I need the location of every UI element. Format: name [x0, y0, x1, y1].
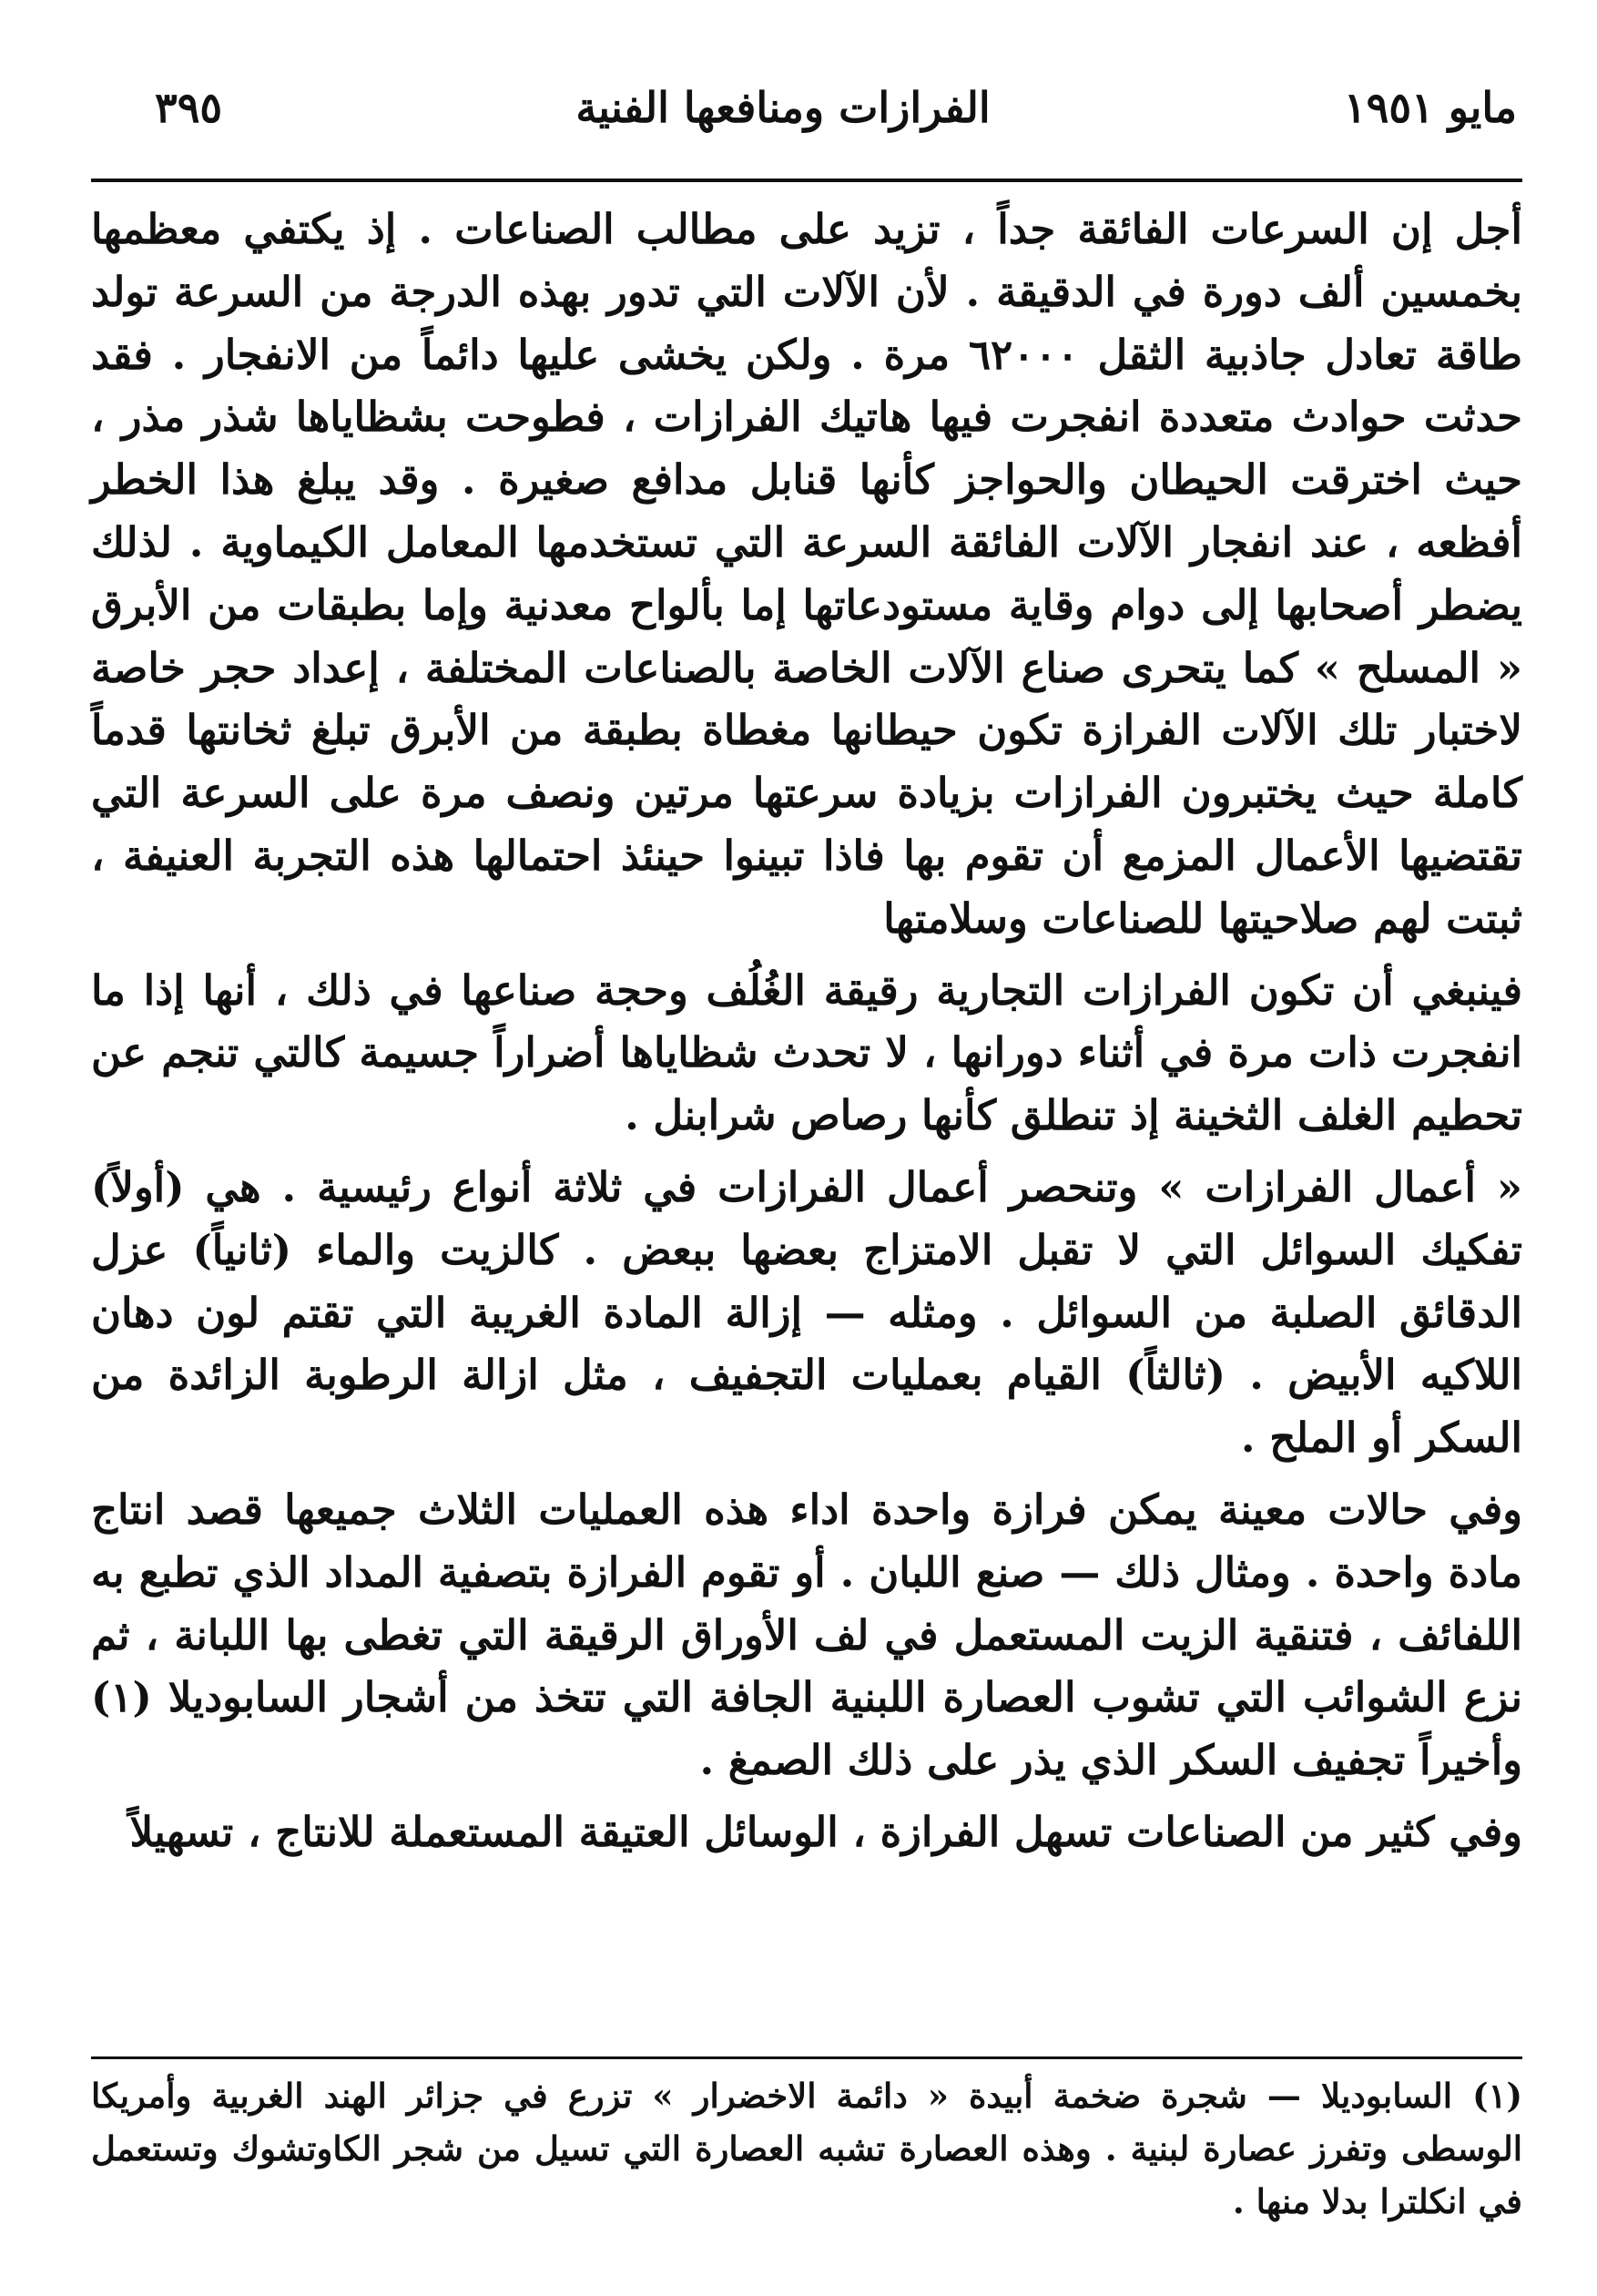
paragraph-1: أجل إن السرعات الفائقة جداً ، تزيد على مطالب الصناعات . إذ يكتفي معظمها بخمسين ألف دورة في الدقيقة . لأن الآلات التي تدور بهذه الدرجة من السرعة تولد طاقة تعادل جاذبية الثقل ٦٢٠٠٠ مرة . ولكن يخشى عليها دائماً من الانفجار . فقد حدثت حوادث متعددة انفجرت فيها هاتيك الفرازات ، فطوحت بشظاياها شذر مذر ، حيث اخترقت الحيطان والحواجز كأنها قنابل مدافع صغيرة . وقد يبلغ هذا الخطر أفظعه ، عند انفجار الآلات الفائقة السرعة التي تستخدمها المعامل الكيماوية . لذلك يضطر أصحابها إلى دوام وقاية مستودعاتها إما بألواح معدنية وإما بطبقات من الأبرق « المسلح » كما يتحرى صناع الآلات الخاصة بالصناعات المختلفة ، إعداد حجر خاصة لاختبار تلك الآلات الفرازة تكون حيطانها مغطاة بطبقة من الأبرق تبلغ ثخانتها قدماً كاملة حيث يختبرون الفرازات بزيادة سرعتها مرتين ونصف مرة على السرعة التي تقتضيها الأعمال المزمع أن تقوم بها فاذا تبينوا حينئذ احتمالها هذه التجربة العنيفة ، ثبتت لهم صلاحيتها للصناعات وسلامتها	[91, 205, 1522, 943]
footnote-text: (١) السابوديلا — شجرة ضخمة أبيدة « دائمة الاخضرار » تزرع في جزائر الهند الغربية وأمريكا الوسطى وتفرز عصارة لبنية . وهذه العصارة تشبه العصارة التي تسيل من شجر الكاوتشوك وتستعمل في انكلترا بدلا منها .	[91, 2076, 1522, 2221]
header-date: مايو ١٩٥١	[1343, 83, 1517, 132]
running-title: الفرازات ومنافعها الفنية	[575, 83, 991, 132]
body-text	[91, 199, 1522, 1873]
header-rule	[91, 179, 1522, 182]
footnote-rule	[91, 2056, 1522, 2059]
paragraph-4: وفي حالات معينة يمكن فرازة واحدة اداء هذه العمليات الثلاث جميعها قصد انتاج مادة واحدة . ومثال ذلك — صنع اللبان . أو تقوم الفرازة بتصفية المداد الذي تطبع به اللفائف ، فتنقية الزيت المستعمل في لف الأوراق الرقيقة التي تغطى بها اللبانة ، ثم نزع الشوائب التي تشوب العصارة اللبنية الجافة التي تتخذ من أشجار السابوديلا (١) وأخيراً تجفيف السكر الذي يذر على ذلك الصمغ .	[91, 1485, 1522, 1785]
page-header	[155, 71, 1517, 144]
page-number: ٣٩٥	[155, 83, 223, 132]
paragraph-3-section: « أعمال الفرازات » وتنحصر أعمال الفرازات في ثلاثة أنواع رئيسية . هي (أولاً) تفكيك السوائل التي لا تقبل الامتزاج بعضها ببعض . كالزيت والماء (ثانياً) عزل الدقائق الصلبة من السوائل . ومثله — إزالة المادة الغريبة التي تقتم لون دهان اللاكيه الأبيض . (ثالثاً) القيام بعمليات التجفيف ، مثل ازالة الرطوبة الزائدة من السكر أو الملح .	[91, 1162, 1522, 1463]
paragraph-5: وفي كثير من الصناعات تسهل الفرازة ، الوسائل العتيقة المستعملة للانتاج ، تسهيلاً	[129, 1807, 1522, 1856]
paragraph-2: فينبغي أن تكون الفرازات التجارية رقيقة الغُلُف وحجة صناعها في ذلك ، أنها إذا ما انفجرت ذات مرة في أثناء دورانها ، لا تحدث شظاياها أضراراً جسيمة كالتي تنجم عن تحطيم الغلف الثخينة إذ تنطلق كأنها رصاص شرابنل .	[91, 965, 1522, 1140]
footnote	[91, 2069, 1522, 2228]
